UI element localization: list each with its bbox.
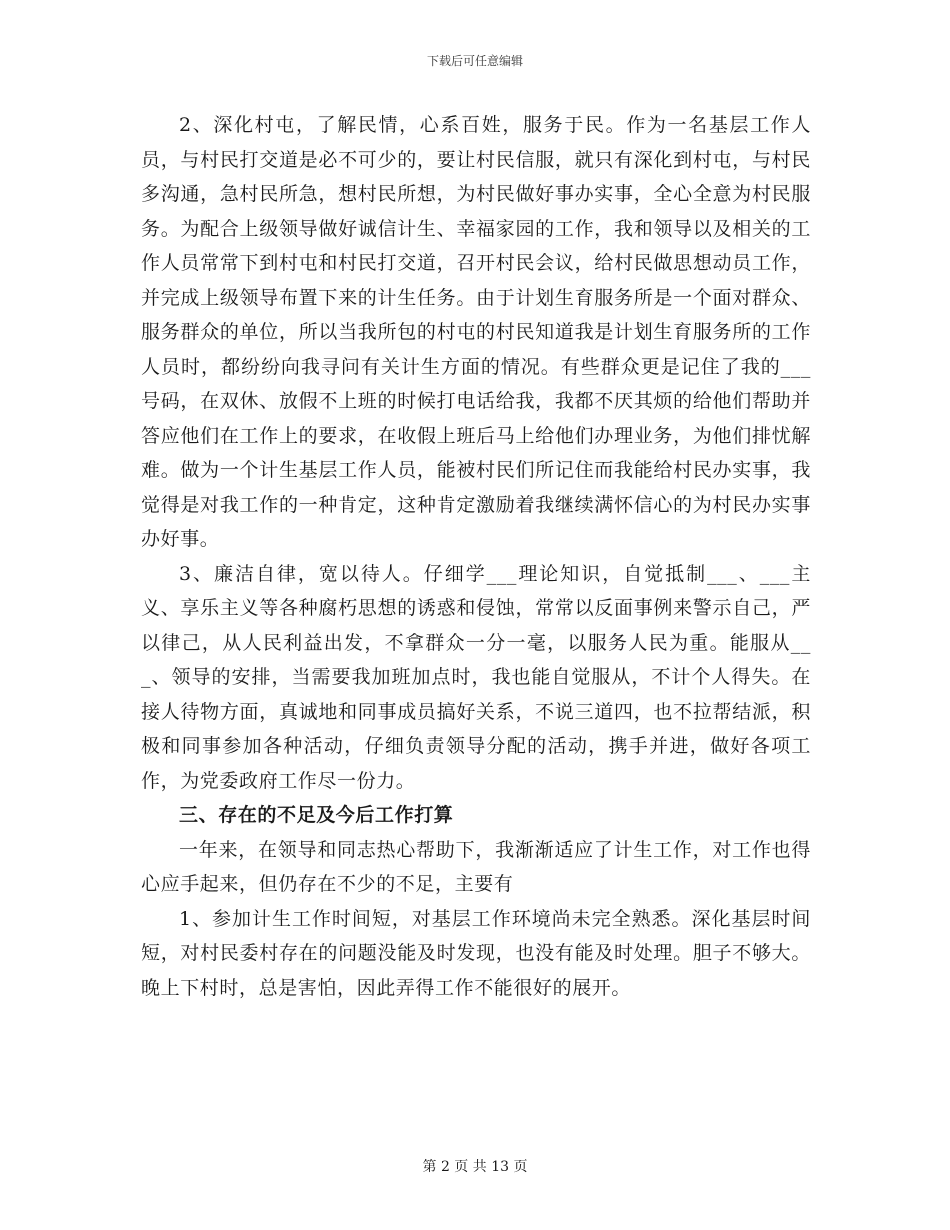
page-header-note: 下载后可任意编辑 — [426, 54, 523, 68]
paragraph-village-service: 2、深化村屯，了解民情，心系百姓，服务于民。作为一名基层工作人员，与村民打交道是必不可少的，要让村民信服，就只有深化到村屯，与村民多沟通，急村民所急，想村民所想，为村民做好事办实事，全心全意为村民服务。为配合上级领导做好诚信计生、幸福家园的工作，我和领导以及相关的工作人员常常下到村屯和村民打交道，召开村民会议，给村民做思想动员工作，并完成上级领导布置下来的计生任务。由于计划生育服务所是一个面对群众、服务群众的单位，所以当我所包的村屯的村民知道我是计划生育服务所的工作人员时，都纷纷向我寻问有关计生方面的情况。有些群众更是记住了我的___号码，在双休、放假不上班的时候打电话给我，我都不厌其烦的给他们帮助并答应他们在工作上的要求，在收假上班后马上给他们办理业务，为他们排忧解难。做为一个计生基层工作人员，能被村民们所记住而我能给村民办实事，我觉得是对我工作的一种肯定，这种肯定激励着我继续满怀信心的为村民办实事办好事。 — [141, 114, 811, 550]
section-heading-shortcomings: 三、存在的不足及今后工作打算 — [179, 804, 454, 826]
paragraph-shortcoming-1: 1、参加计生工作时间短，对基层工作环境尚未完全熟悉。深化基层时间短，对村民委村存在的问题没能及时发现，也没有能及时处理。胆子不够大。晚上下村时，总是害怕，因此弄得工作不能很好的展开。 — [141, 907, 811, 999]
paragraph-integrity: 3、廉洁自律，宽以待人。仔细学___理论知识，自觉抵制___、___主义、享乐主义等各种腐朽思想的诱惑和侵蚀，常常以反面事例来警示自己，严以律己，从人民利益出发，不拿群众一分一毫，以服务人民为重。能服从___、领导的安排，当需要我加班加点时，我也能自觉服从，不计个人得失。在接人待物方面，真诚地和同事成员搞好关系，不说三道四，也不拉帮结派，积极和同事参加各种活动，仔细负责领导分配的活动，携手并进，做好各项工作，为党委政府工作尽一份力。 — [141, 562, 811, 792]
document-body — [141, 108, 811, 1005]
paragraph-year-summary: 一年来，在领导和同志热心帮助下，我渐渐适应了计生工作，对工作也得心应手起来，但仍存在不少的不足，主要有 — [141, 838, 811, 895]
page-number: 第 2 页 共 13 页 — [422, 1159, 528, 1175]
